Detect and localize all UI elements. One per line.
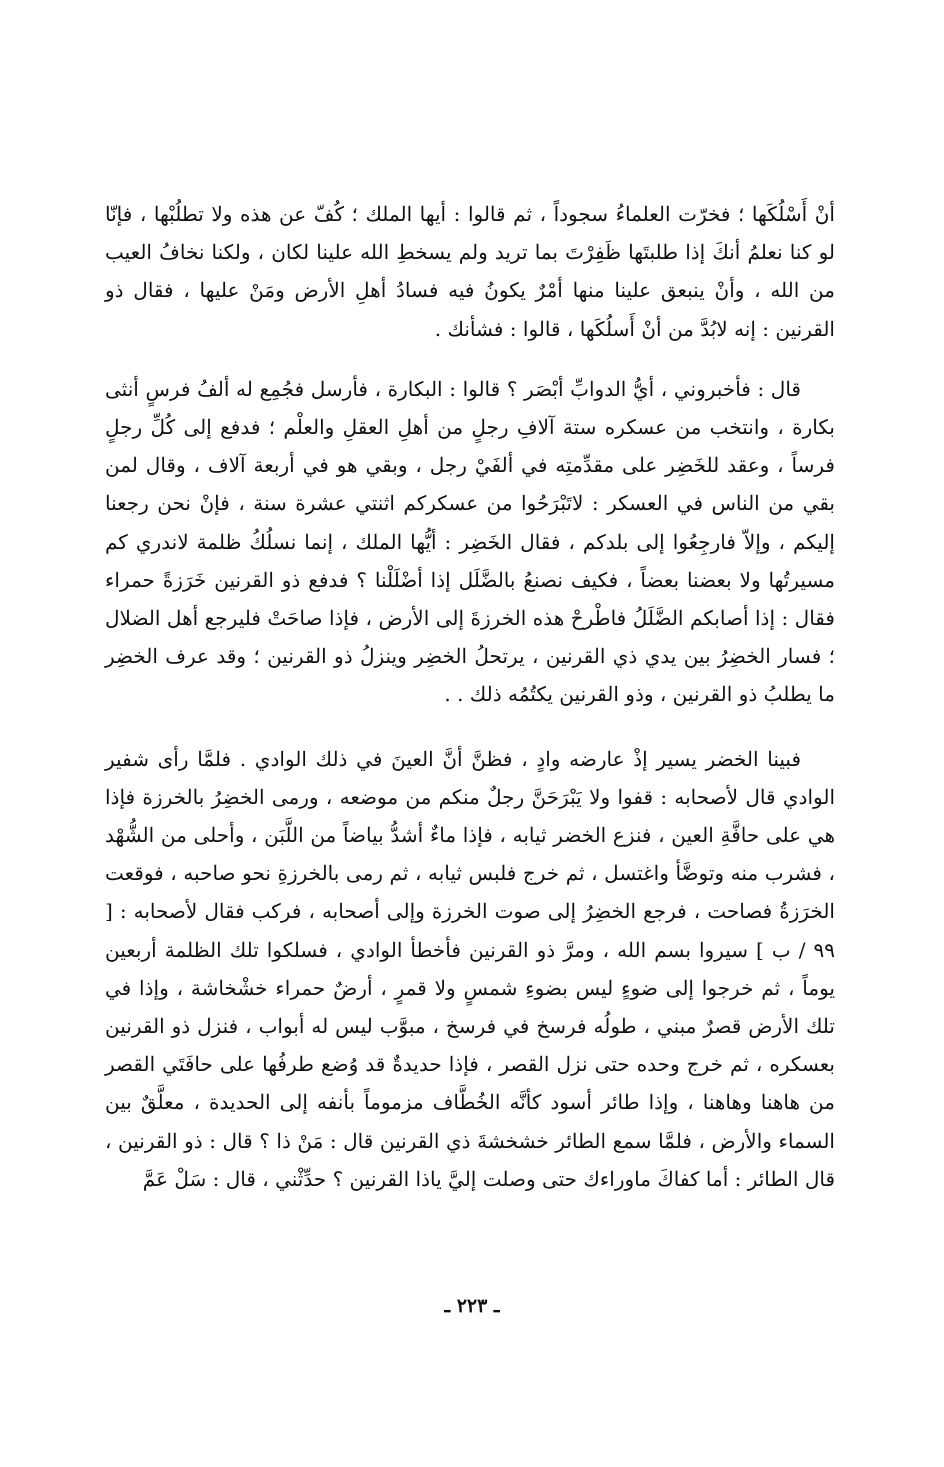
page-number: ـ ٢٢٣ ـ — [444, 1295, 500, 1317]
paragraph-1: أنْ أَسْلُكَها ؛ فخرّت العلماءُ سجوداً ، ثم قالوا : أيها الملك ؛ كُفّ عن هذه ولا تطلُبْها ، فإنّا لو كنا نعلمُ أنكَ إذا طلبتَها ظَفِرْتَ بما تريد ولم يسخطِ الله علينا لكان ، ولكنا نخافُ العيب من الله ، وأنْ ينبعق علينا منها أمْرٌ يكونُ فيه فسادُ أهلِ الأرض ومَنْ عليها ، فقال ذو القرنين : إنه لابُدَّ من أنْ أَسلُكَها ، قالوا : فشأنك . — [105, 202, 835, 341]
paragraph-2: قال : فأخبروني ، أيُّ الدوابِّ أبْصَر ؟ قالوا : البكارة ، فأرسل فجُمِع له ألفُ فرسٍ أنثى بكارة ، وانتخب من عسكره ستة آلافِ رجلٍ من أهلِ العقلِ والعلْم ؛ فدفع إلى كُلِّ رجلٍ فرساً ، وعقد للخَضِر على مقدِّمتِه في ألفَيْ رجل ، وبقي هو في أربعة آلاف ، وقال لمن بقي من الناس في العسكر : لاتَبْرَحُوا من عسكركم اثنتي عشرة سنة ، فإنْ نحن رجعنا إليكم ، وإلاّ فارجِعُوا إلى بلدكم ، فقال الخَضِر : أيُّها الملك ، إنما نسلُكُ ظلمة لاندري كم مسيرتُها ولا بعضنا بعضاً ، فكيف نصنعُ بالضَّلَل إذا أضْلَلْنا ؟ فدفع ذو القرنين خَرَزةً حمراء فقال : إذا أصابكم الضَّلَلُ فاطْرحْ هذه الخرزةَ إلى الأرض ، فإذا صاحَتْ فليرجع أهل الضلال ؛ فسار الخضِرُ بين يدي ذي القرنين ، يرتحلُ الخضِر وينزلُ ذو القرنين ؛ وقد عرف الخضِر ما يطلبُ ذو القرنين ، وذو القرنين يكتُمُه ذلك . . — [105, 376, 835, 707]
page-body-text — [105, 195, 835, 1198]
paragraph-3: فبينا الخضر يسير إذْ عارضه وادٍ ، فظنَّ أنَّ العينَ في ذلك الوادي . فلمَّا رأى شفير الوادي قال لأصحابه : قفوا ولا يَبْرَحَنَّ رجلٌ منكم من موضعه ، ورمى الخضِرُ بالخرزة فإذا هي على حافَّةِ العين ، فنزع الخضر ثيابه ، فإذا ماءٌ أشدُّ بياضاً من اللَّبَن ، وأحلى من الشُّهْد ، فشرب منه وتوضَّأ واغتسل ، ثم خرج فلبس ثيابه ، ثم رمى بالخرزةِ نحو صاحبه ، فوقعت الخرَزةُ فصاحت ، فرجع الخضِرُ إلى صوت الخرزة وإلى أصحابه ، فركب فقال لأصحابه : [ ٩٩ / ب ] سيروا بسم الله ، ومرَّ ذو القرنين فأخطأ الوادي ، فسلكوا تلك الظلمة أربعين يوماً ، ثم خرجوا إلى ضوءٍ ليس بضوءِ شمسٍ ولا قمرٍ ، أرضٌ حمراء خشْخاشة ، وإذا في تلك الأرض قصرٌ مبني ، طولُه فرسخ في فرسخ ، مبوَّب ليس له أبواب ، فنزل ذو القرنين بعسكره ، ثم خرج وحده حتى نزل القصر ، فإذا حديدةٌ قد وُضع طرفُها على حافَتَي القصر من هاهنا وهاهنا ، وإذا طائر أسود كأنَّه الخُطَّاف مزموماً بأنفه إلى الحديدة ، معلَّقٌ بين السماء والأرض ، فلمَّا سمع الطائر خشخشةَ ذي القرنين قال : مَنْ ذا ؟ قال : ذو القرنين ، قال الطائر : أما كفاكَ ماوراءك حتى وصلت إليَّ ياذا القرنين ؟ حدِّثْني ، قال : سَلْ عَمَّ — [105, 746, 835, 1191]
